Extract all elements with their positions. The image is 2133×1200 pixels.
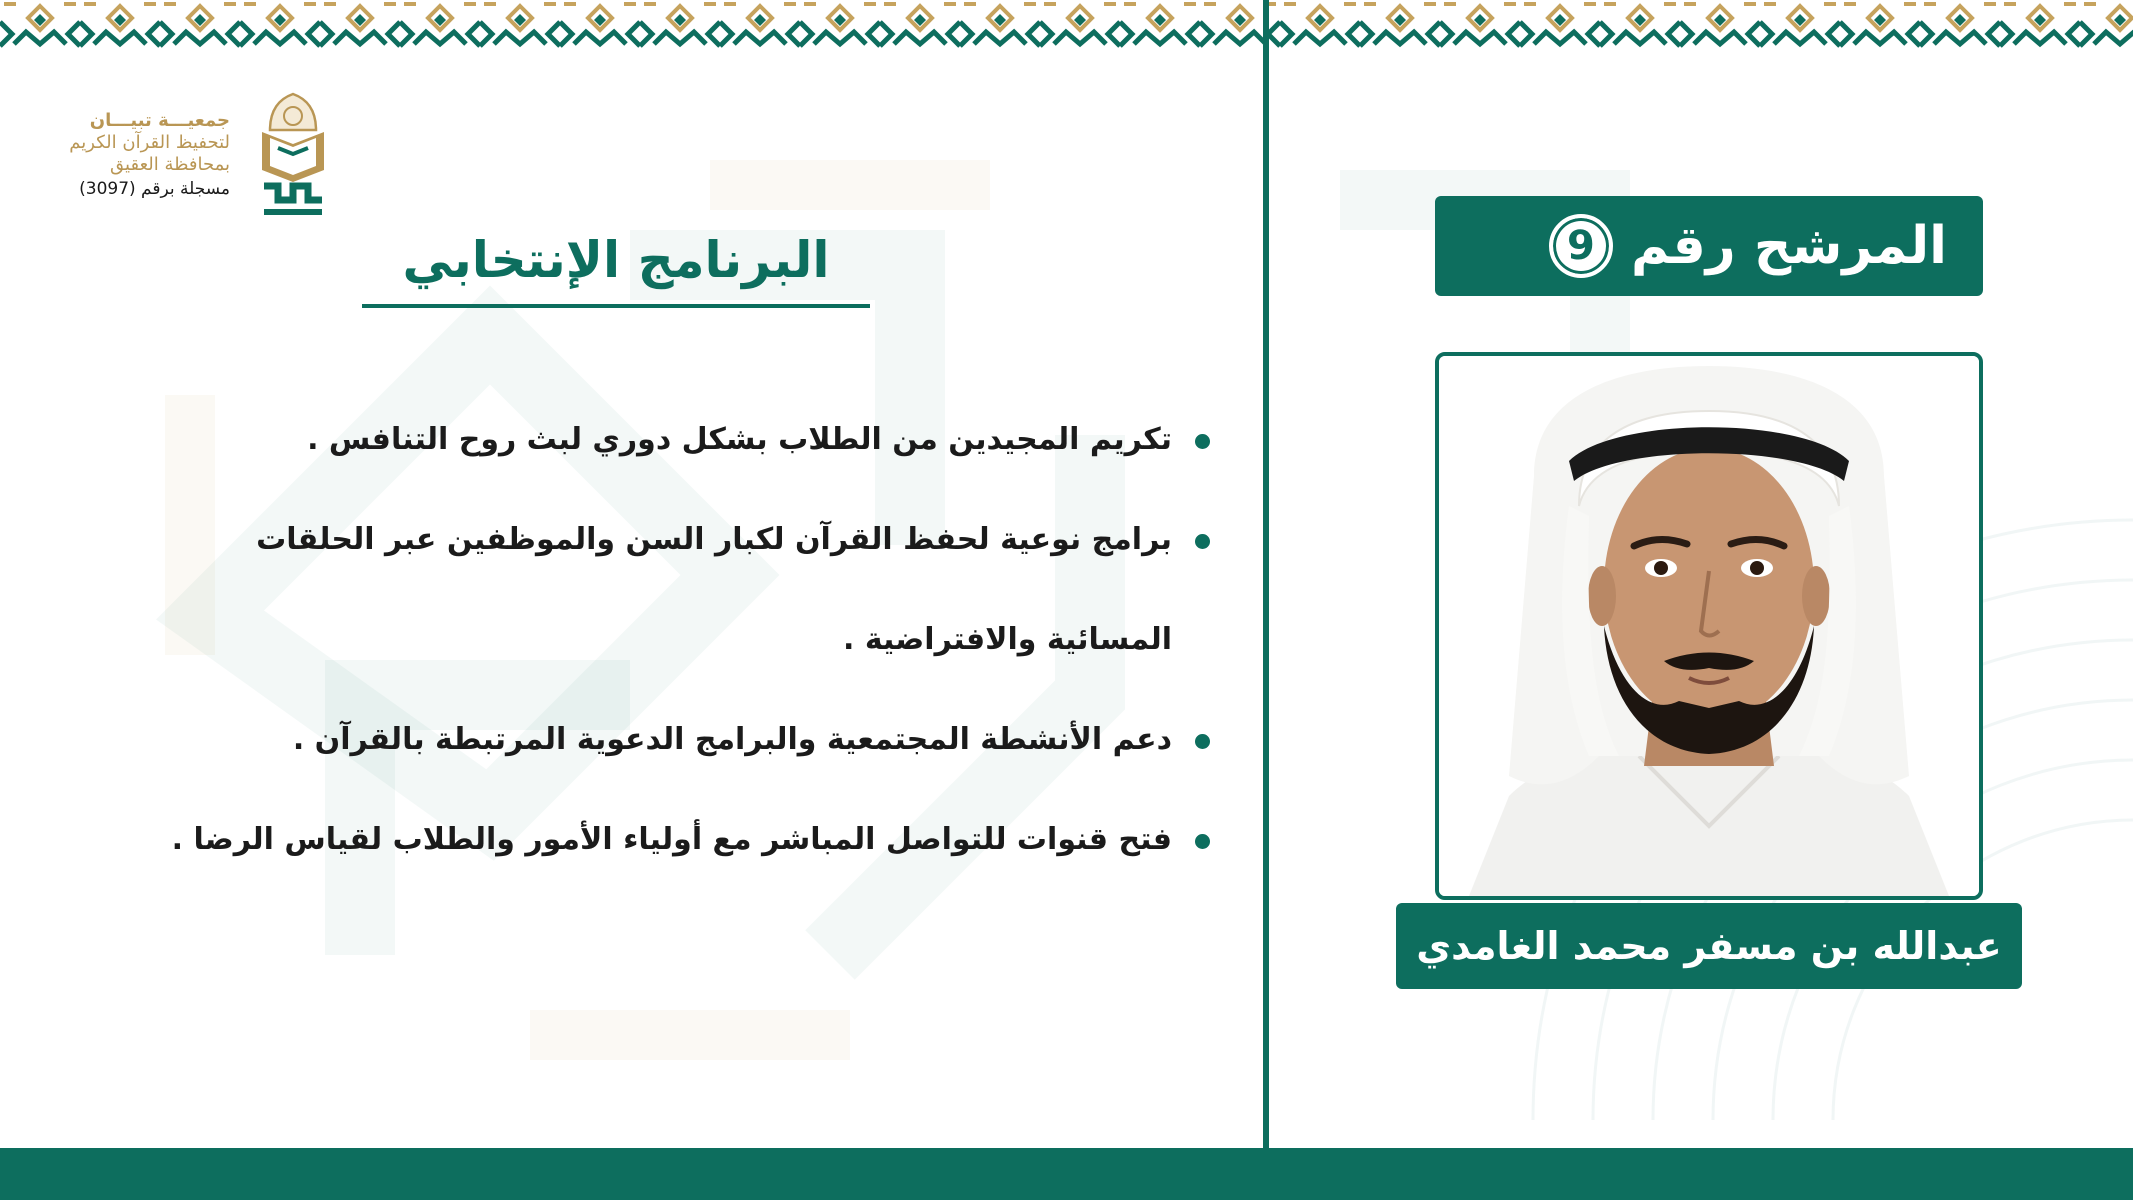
list-item	[140, 390, 1220, 490]
logo-line-1: جمعيـــة تبيـــان	[89, 110, 230, 131]
candidate-number: 9	[1549, 214, 1613, 278]
bullet-dot-icon	[1195, 834, 1210, 849]
title-underline	[362, 304, 870, 308]
list-item-text: برامج نوعية لحفظ القرآن لكبار السن والموظفين عبر الحلقات المسائية والافتراضية .	[256, 522, 1172, 657]
organization-logo	[60, 92, 330, 222]
bullet-dot-icon	[1195, 534, 1210, 549]
program-title: البرنامج الإنتخابي	[402, 231, 830, 289]
logo-text	[69, 110, 230, 200]
candidate-photo-frame	[1435, 352, 1983, 900]
quran-book-emblem-icon	[256, 92, 330, 218]
logo-line-2: لتحفيظ القرآن الكريم	[69, 132, 230, 153]
bullet-dot-icon	[1195, 434, 1210, 449]
candidate-number-badge	[1435, 196, 1983, 296]
bottom-bar	[0, 1148, 2133, 1200]
top-pattern-band	[0, 0, 2133, 50]
list-item-text: دعم الأنشطة المجتمعية والبرامج الدعوية المرتبطة بالقرآن .	[292, 722, 1172, 757]
vertical-divider	[1263, 0, 1269, 1148]
bullet-dot-icon	[1195, 734, 1210, 749]
candidate-label: المرشح رقم	[1630, 216, 1947, 276]
logo-line-3: بمحافظة العقيق	[110, 154, 230, 175]
candidate-name: عبدالله بن مسفر محمد الغامدي	[1396, 903, 2022, 989]
geometric-pattern-icon	[0, 0, 2133, 50]
candidate-portrait-icon	[1439, 356, 1979, 896]
list-item-text: فتح قنوات للتواصل المباشر مع أولياء الأمور والطلاب لقياس الرضا .	[171, 822, 1172, 857]
list-item-text: تكريم المجيدين من الطلاب بشكل دوري لبث روح التنافس .	[307, 422, 1172, 457]
program-list	[140, 390, 1220, 890]
logo-registration: مسجلة برقم (3097)	[79, 179, 230, 199]
list-item	[140, 690, 1220, 790]
list-item	[140, 490, 1220, 690]
list-item	[140, 790, 1220, 890]
